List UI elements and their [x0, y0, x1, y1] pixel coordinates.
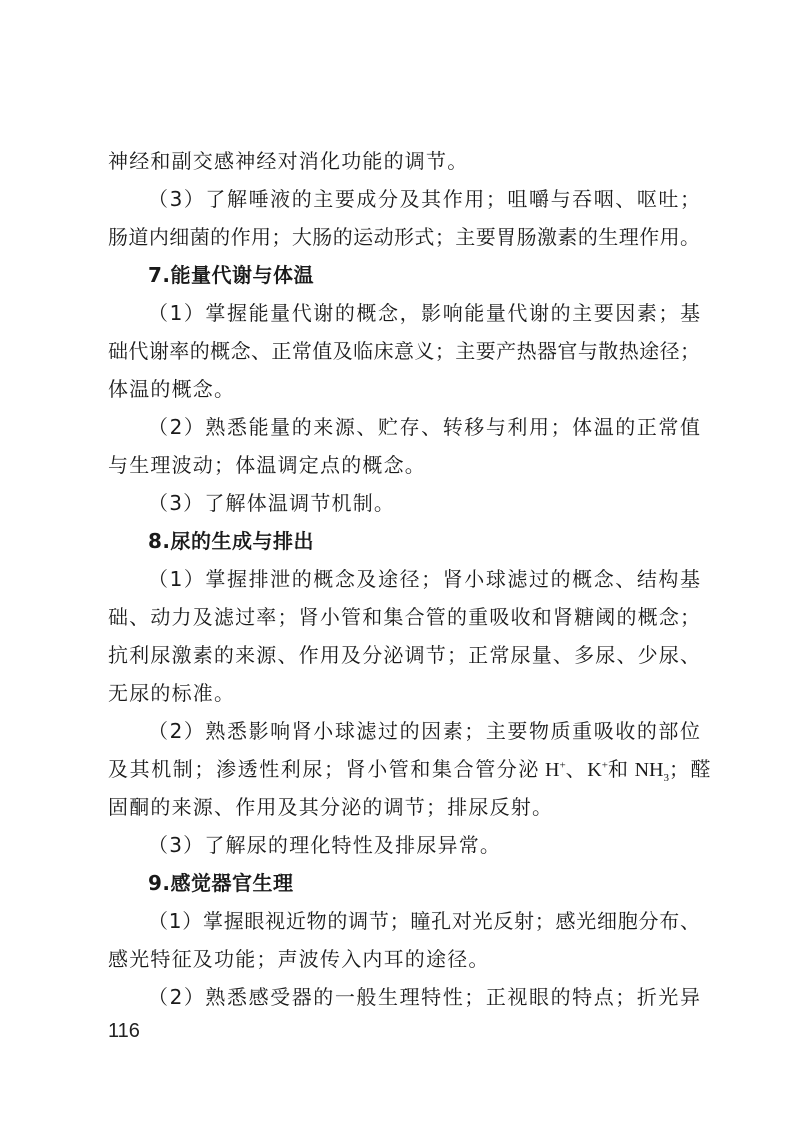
- paragraph-tail: ；醛: [668, 757, 713, 781]
- section-heading: 8.尿的生成与排出: [148, 529, 315, 553]
- paragraph-line: 肠道内细菌的作用；大肠的运动形式；主要胃肠激素的生理作用。: [108, 225, 700, 249]
- paragraph-line: 无尿的标准。: [108, 681, 236, 705]
- ion-h: H: [545, 759, 560, 781]
- ion-formula-k: [587, 759, 608, 781]
- section-heading: 9.感觉器官生理: [148, 871, 294, 895]
- paragraph-line: （1）掌握排泄的概念及途径；肾小球滤过的概念、结构基: [148, 567, 700, 591]
- ion-and: 和: [607, 757, 630, 781]
- paragraph-line: （3）了解唾液的主要成分及其作用；咀嚼与吞咽、呕吐；: [148, 187, 700, 211]
- ion-k: K: [587, 759, 602, 781]
- page-number: 116: [108, 1020, 140, 1042]
- section-heading: 7.能量代谢与体温: [148, 263, 315, 287]
- paragraph-line: （3）了解尿的理化特性及排尿异常。: [148, 833, 502, 857]
- ion-k-charge: +: [601, 759, 608, 772]
- paragraph-line-with-ions: [108, 756, 713, 784]
- paragraph-line: （2）熟悉感受器的一般生理特性；正视眼的特点；折光异: [148, 985, 700, 1009]
- paragraph-line: （1）掌握眼视近物的调节；瞳孔对光反射；感光细胞分布、: [148, 909, 700, 933]
- ion-formula-nh3: [630, 759, 669, 784]
- ion-h-charge: +: [559, 759, 566, 772]
- ion-nh: NH: [634, 759, 664, 781]
- ion-separator: 、: [565, 757, 588, 781]
- paragraph-line: （2）熟悉影响肾小球滤过的因素；主要物质重吸收的部位: [148, 719, 700, 743]
- paragraph-line: 与生理波动；体温调定点的概念。: [108, 453, 426, 477]
- paragraph-line: 固酮的来源、作用及其分泌的调节；排尿反射。: [108, 795, 554, 819]
- ion-formulas: [540, 759, 566, 781]
- paragraph-line: 神经和副交感神经对消化功能的调节。: [108, 149, 469, 173]
- paragraph-line: 感光特征及功能；声波传入内耳的途径。: [108, 947, 490, 971]
- paragraph-line: 础、动力及滤过率；肾小管和集合管的重吸收和肾糖阈的概念；: [108, 605, 700, 629]
- paragraph-line: 础代谢率的概念、正常值及临床意义；主要产热器官与散热途径；: [108, 339, 700, 363]
- paragraph-line: （1）掌握能量代谢的概念，影响能量代谢的主要因素；基: [148, 301, 700, 325]
- paragraph-text: 及其机制；渗透性利尿；肾小管和集合管分泌: [108, 757, 540, 781]
- ion-nh-subscript: 3: [663, 772, 669, 784]
- paragraph-line: 体温的概念。: [108, 377, 236, 401]
- paragraph-line: （3）了解体温调节机制。: [148, 491, 396, 515]
- paragraph-line: 抗利尿激素的来源、作用及分泌调节；正常尿量、多尿、少尿、: [108, 643, 700, 667]
- paragraph-line: （2）熟悉能量的来源、贮存、转移与利用；体温的正常值: [148, 415, 700, 439]
